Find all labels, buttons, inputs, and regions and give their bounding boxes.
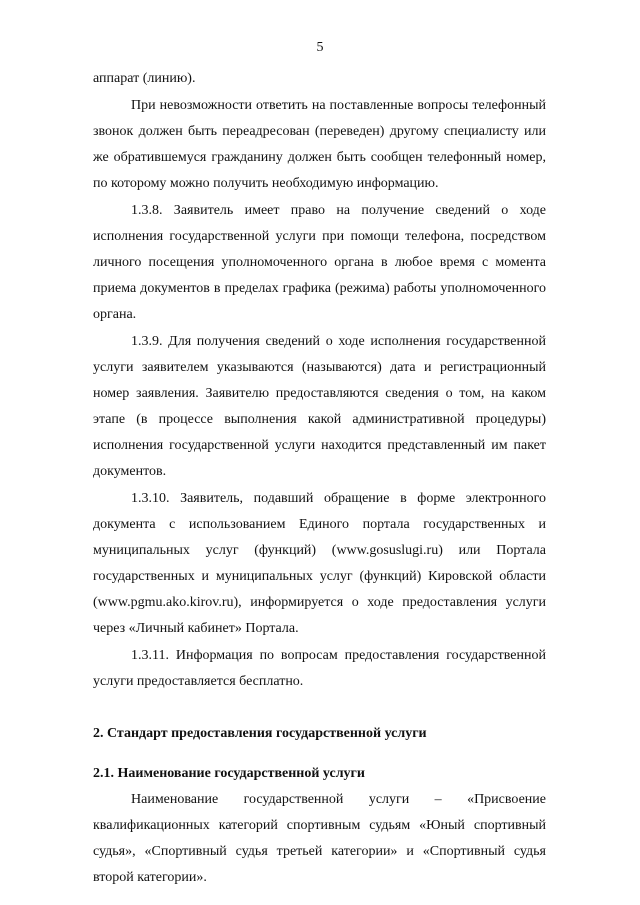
subsection-2-1-heading: 2.1. Наименование государственной услуги bbox=[93, 766, 365, 781]
paragraph-1-3-10: 1.3.10. Заявитель, подавший обращение в форме электронного документа с использованием Единого портала государственных и муниципальных услуг (функций) (www.gosuslugi.ru) или Портала государственных и муниципальных услуг (функций) Кировской области (www.pgmu.ako.kirov.ru), информируется о ходе предоставления услуги через «Личный кабинет» Портала. bbox=[93, 491, 546, 636]
document-body bbox=[93, 66, 546, 891]
paragraph-phone-redirect: При невозможности ответить на поставленные вопросы телефонный звонок должен быть переадресован (переведен) другому специалисту или же обратившемуся гражданину должен быть сообщен телефонный номер, по которому можно получить необходимую информацию. bbox=[93, 98, 546, 191]
paragraph-1-3-11: 1.3.11. Информация по вопросам предоставления государственной услуги предоставляется бесплатно. bbox=[93, 648, 546, 689]
paragraph-2-1-text: Наименование государственной услуги – «Присвоение квалификационных категорий спортивным судьям «Юный спортивный судья», «Спортивный судья третьей категории» и «Спортивный судья второй категории». bbox=[93, 792, 546, 885]
paragraph-1-3-8: 1.3.8. Заявитель имеет право на получение сведений о ходе исполнения государственной услуги при помощи телефона, посредством личного посещения уполномоченного органа в любое время с момента приема документов в пределах графика (режима) работы уполномоченного органа. bbox=[93, 203, 546, 322]
paragraph-continuation: аппарат (линию). bbox=[93, 71, 196, 86]
page-number: 5 bbox=[316, 40, 324, 55]
paragraph-1-3-9: 1.3.9. Для получения сведений о ходе исполнения государственной услуги заявителем указываются (называются) дата и регистрационный номер заявления. Заявителю предоставляются сведения о том, на каком этапе (в процессе выполнения какой административной процедуры) исполнения государственной услуги находится представленный им пакет документов. bbox=[93, 334, 546, 479]
section-2-heading: 2. Стандарт предоставления государственной услуги bbox=[93, 726, 427, 741]
